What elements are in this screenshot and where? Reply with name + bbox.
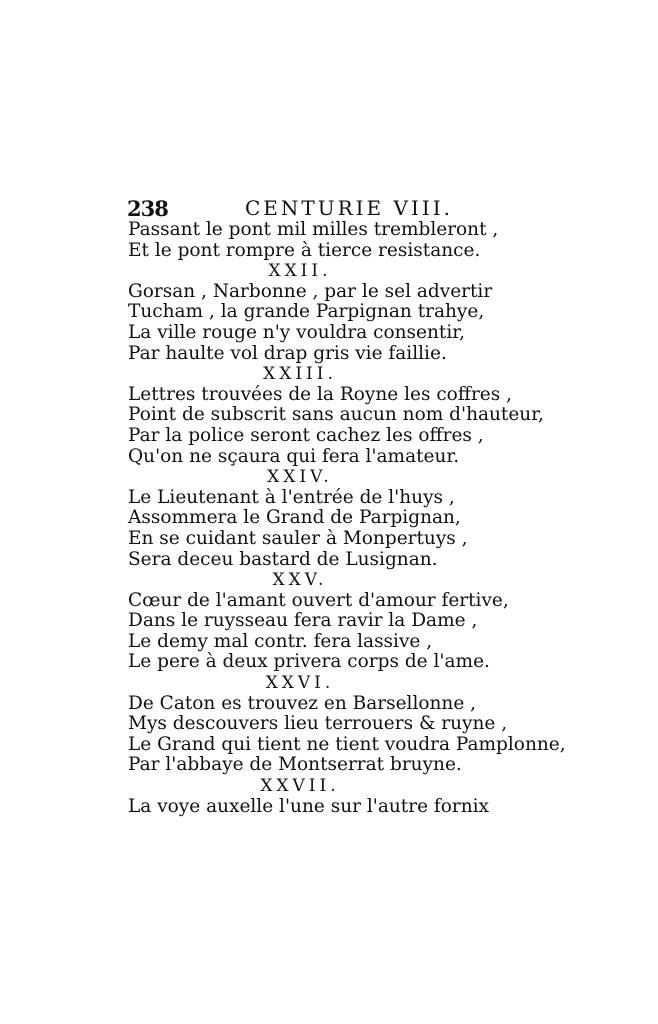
verse-line: Cœur de l'amant ouvert d'amour fertive, — [128, 589, 509, 611]
verse-line: Dans le ruysseau fera ravir la Dame , — [128, 610, 478, 632]
quatrain-number: XXVI. — [265, 673, 335, 694]
verse-line: Le pere à deux privera corps de l'ame. — [128, 651, 490, 673]
verse-line: La voye auxelle l'une sur l'autre fornix — [128, 795, 489, 817]
verse-line: De Caton es trouvez en Barsellonne , — [128, 692, 477, 714]
quatrain-number: XXII. — [268, 261, 332, 282]
verse-line: Le Lieutenant à l'entrée de l'huys , — [128, 486, 455, 508]
verse-line: Par l'abbaye de Montserrat bruyne. — [128, 754, 462, 776]
quatrain-number: XXVII. — [260, 776, 340, 797]
quatrain-text — [128, 219, 566, 817]
verse-line: En se cuidant sauler à Monpertuys , — [128, 527, 468, 549]
verse-line: Le demy mal contr. fera lassive , — [128, 630, 433, 652]
quatrain-number: XXV. — [272, 570, 328, 591]
verse-line: Par la police seront cachez les offres , — [128, 424, 484, 446]
verse-line: Point de subscrit sans aucun nom d'hauteur, — [128, 404, 544, 426]
quatrain-number: XXIV. — [267, 467, 333, 488]
running-head: CENTURIE VIII. — [245, 196, 454, 220]
verse-line: Gorsan , Narbonne , par le sel advertir — [128, 280, 493, 302]
verse-line: Le Grand qui tient ne tient voudra Pamplonne, — [128, 733, 566, 755]
verse-line: Sera deceu bastard de Lusignan. — [128, 548, 438, 570]
verse-line: Et le pont rompre à tierce resistance. — [128, 239, 481, 261]
verse-line: Qu'on ne sçaura qui fera l'amateur. — [128, 445, 460, 467]
verse-line: Mys descouvers lieu terrouers & ruyne , — [128, 713, 508, 735]
page-number: 238 — [127, 196, 168, 221]
verse-line: Assommera le Grand de Parpignan, — [128, 507, 461, 529]
quatrain-number: XXIII. — [263, 364, 337, 385]
verse-line: La ville rouge n'y vouldra consentir, — [128, 321, 465, 343]
verse-line: Tucham , la grande Parpignan trahye, — [128, 301, 485, 323]
verse-line: Passant le pont mil milles trembleront , — [128, 219, 499, 240]
verse-line: Par haulte vol drap gris vie faillie. — [128, 342, 447, 364]
verse-line: Lettres trouvées de la Royne les coffres , — [128, 383, 513, 405]
